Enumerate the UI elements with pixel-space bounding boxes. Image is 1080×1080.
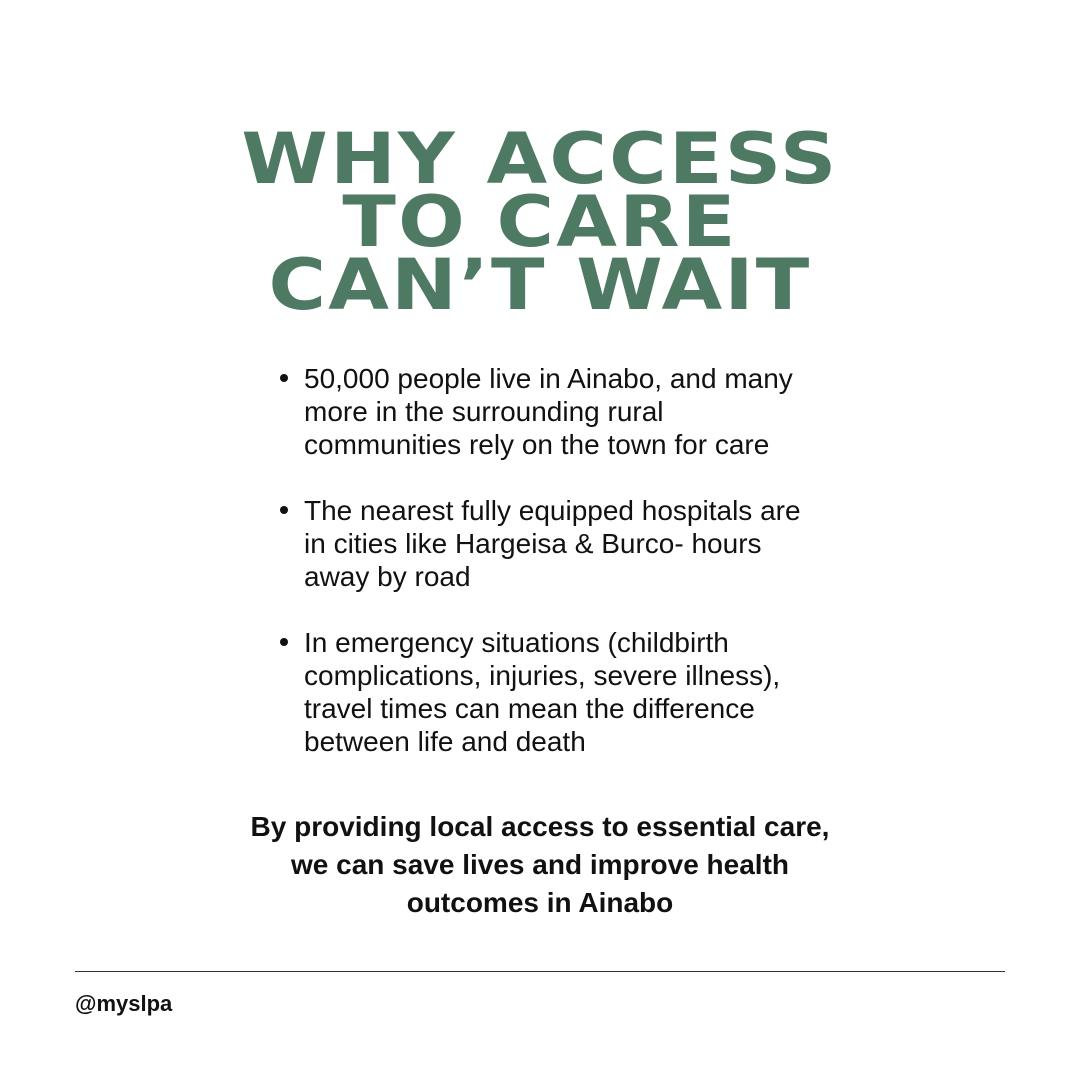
bullet-dot-icon xyxy=(280,638,288,646)
bullet-text-line: in cities like Hargeisa & Burco- hours xyxy=(304,528,762,559)
bullet-item-hospitals xyxy=(280,494,860,593)
closing-line: By providing local access to essential care, xyxy=(250,811,830,842)
bullet-text-line: 50,000 people live in Ainabo, and many xyxy=(304,363,793,394)
social-handle: @myslpa xyxy=(75,991,173,1016)
bullet-text-line: travel times can mean the difference xyxy=(304,693,755,724)
bullet-dot-icon xyxy=(280,506,288,514)
title-line-2: TO CARE xyxy=(342,181,738,263)
bullet-text-line: The nearest fully equipped hospitals are xyxy=(304,495,801,526)
closing-line: we can save lives and improve health xyxy=(291,849,789,880)
page-title xyxy=(0,118,1080,326)
bullet-text-line: In emergency situations (childbirth xyxy=(304,627,729,658)
bullet-text-line: communities rely on the town for care xyxy=(304,429,770,460)
bullet-dot-icon xyxy=(280,374,288,382)
closing-line: outcomes in Ainabo xyxy=(406,887,674,918)
bullet-text-line: between life and death xyxy=(304,726,586,757)
closing-statement xyxy=(0,808,1080,922)
title-line-3: CAN’T WAIT xyxy=(268,244,812,326)
bullet-list xyxy=(280,362,860,758)
bullet-item-population xyxy=(280,362,860,461)
bullet-item-emergency xyxy=(280,626,860,758)
bullet-text-line: away by road xyxy=(304,561,471,592)
title-line-1: WHY ACCESS xyxy=(241,118,839,200)
bullet-text-line: complications, injuries, severe illness), xyxy=(304,660,781,691)
footer-divider xyxy=(75,971,1005,972)
bullet-text-line: more in the surrounding rural xyxy=(304,396,664,427)
